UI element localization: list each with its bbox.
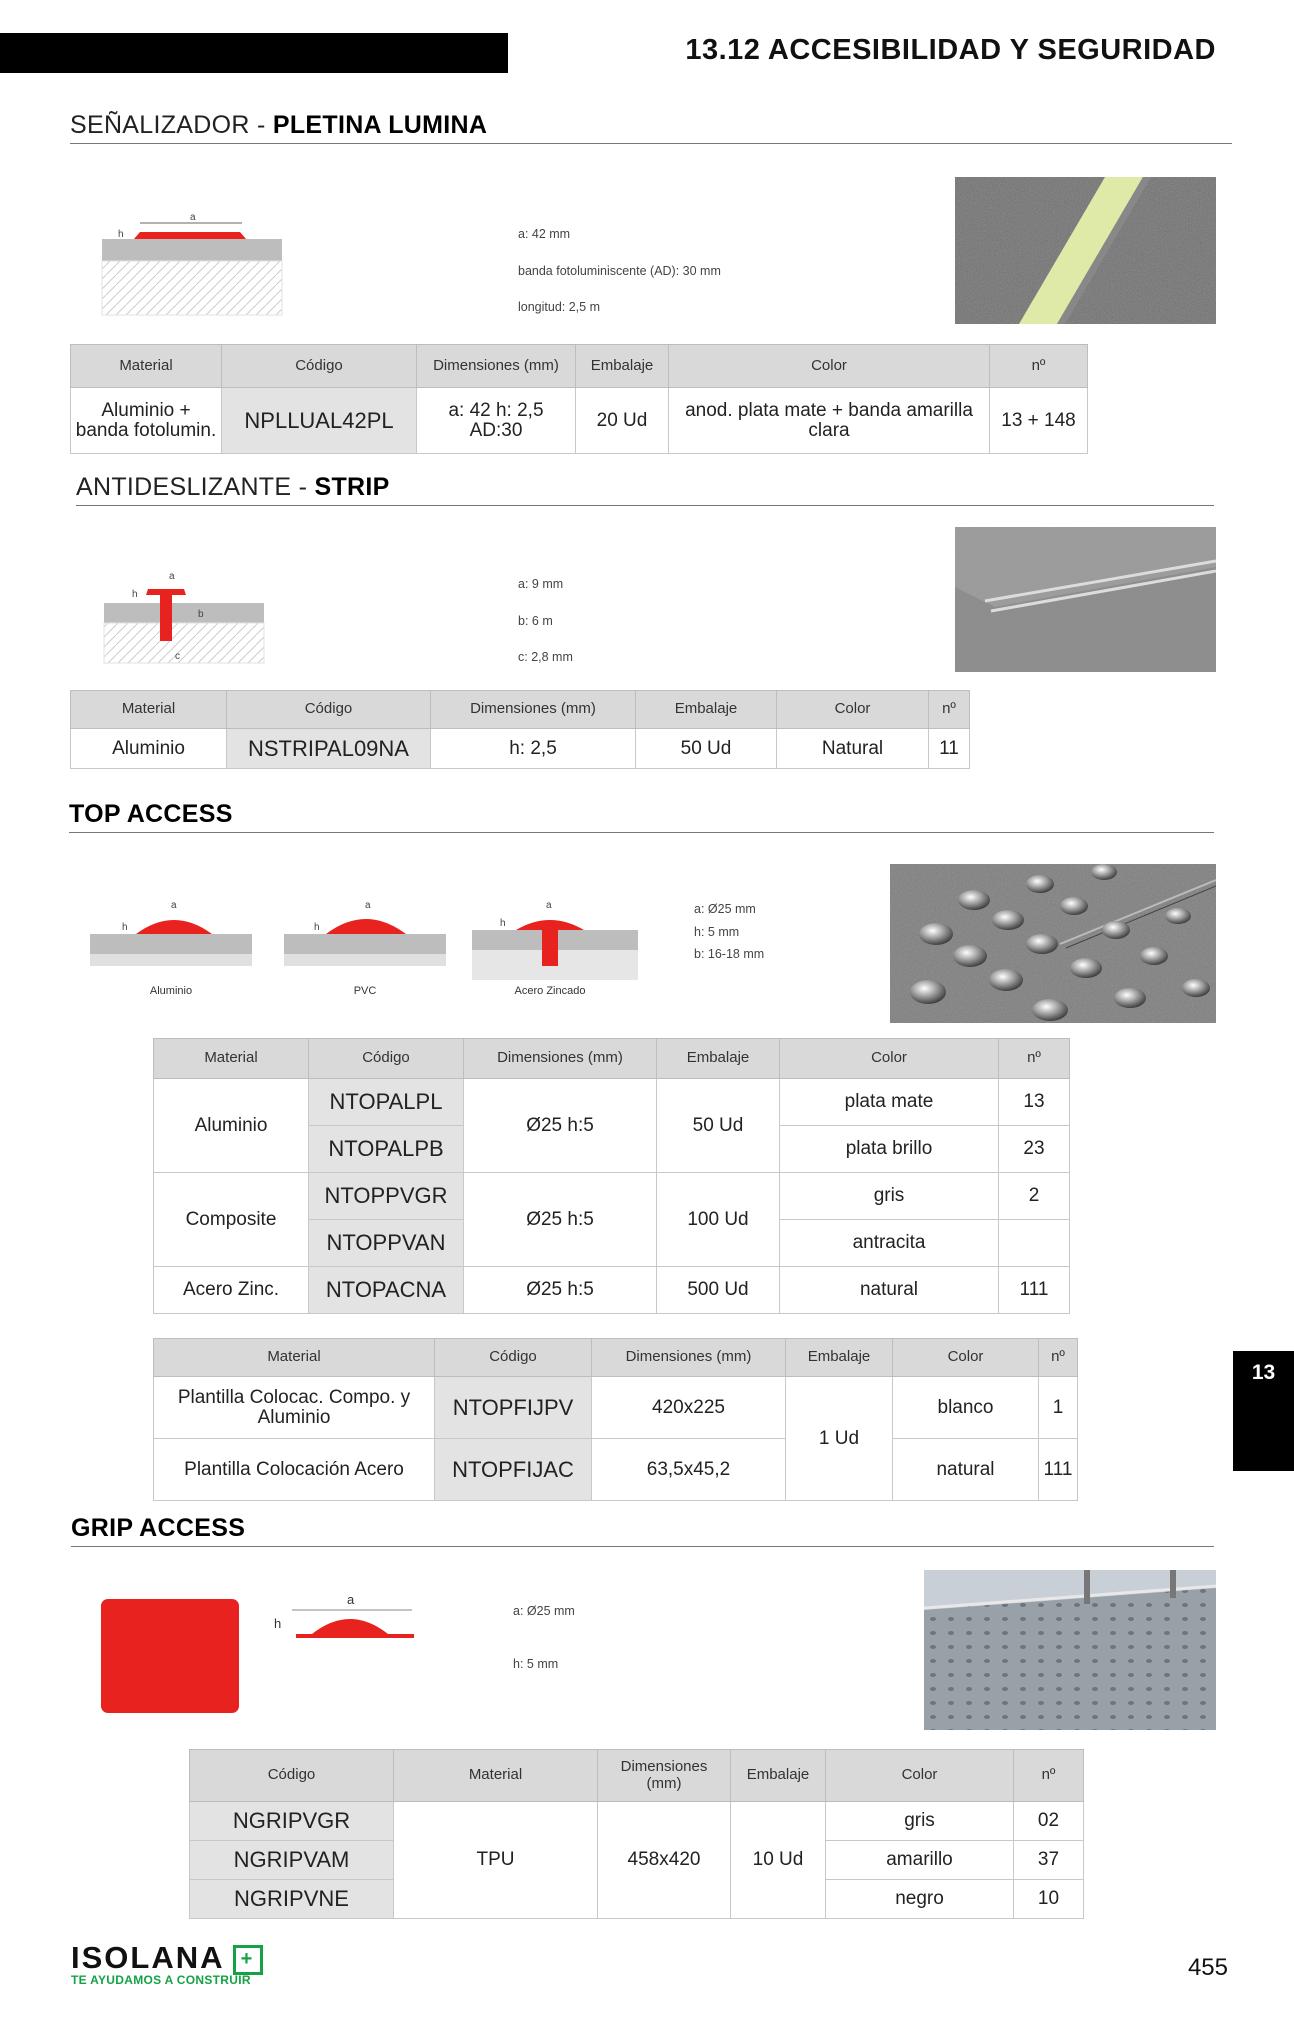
top-access-aluminio-diagram bbox=[88, 896, 254, 996]
grip-access-photo bbox=[924, 1570, 1216, 1730]
section-title-pletina: SEÑALIZADOR - PLETINA LUMINA bbox=[70, 111, 488, 139]
strip-photo bbox=[955, 527, 1216, 672]
table-row: Acero Zinc. NTOPACNA Ø25 h:5 500 Ud natural 111 bbox=[154, 1267, 1070, 1314]
grip-access-specs: a: Ø25 mm h: 5 mm bbox=[513, 1604, 575, 1671]
section-divider bbox=[70, 143, 1232, 144]
top-access-acero-diagram bbox=[470, 896, 640, 996]
section-title-top-access: TOP ACCESS bbox=[69, 800, 233, 828]
top-access-photo bbox=[890, 864, 1216, 1023]
svg-text:a: a bbox=[365, 900, 371, 911]
svg-text:c: c bbox=[175, 651, 180, 662]
table-row: NTOPPVAN antracita bbox=[154, 1220, 1070, 1267]
svg-text:h: h bbox=[132, 589, 138, 600]
table-row: Plantilla Colocac. Compo. y Aluminio NTOPFIJPV 420x225 1 Ud blanco 1 bbox=[154, 1377, 1078, 1439]
isolana-logo: ISOLANA + bbox=[71, 1940, 263, 1976]
svg-text:a: a bbox=[169, 571, 175, 582]
table-row: Aluminio NSTRIPAL09NA h: 2,5 50 Ud Natural 11 bbox=[71, 729, 970, 769]
page-number: 455 bbox=[1187, 1954, 1228, 1981]
svg-text:h: h bbox=[122, 922, 128, 933]
grip-access-profile-diagram bbox=[270, 1590, 420, 1650]
header-black-bar bbox=[0, 33, 508, 73]
caption-aluminio: Aluminio bbox=[149, 985, 193, 996]
svg-text:b: b bbox=[198, 609, 204, 620]
top-access-pvc-diagram bbox=[282, 896, 448, 996]
logo-plus-icon: + bbox=[233, 1945, 263, 1975]
table-row: Aluminio + banda fotolumin. NPLLUAL42PL a: 42 h: 2,5 AD:30 20 Ud anod. plata mate + banda amarilla clara 13 + 148 bbox=[71, 388, 1088, 454]
strip-profile-diagram bbox=[96, 565, 271, 665]
table-row: Plantilla Colocación Acero NTOPFIJAC 63,5x45,2 natural 111 bbox=[154, 1439, 1078, 1501]
svg-text:h: h bbox=[314, 922, 320, 933]
section-title-grip-access: GRIP ACCESS bbox=[71, 1514, 246, 1542]
caption-pvc: PVC bbox=[353, 985, 377, 996]
pletina-photo bbox=[955, 177, 1216, 324]
section-divider bbox=[71, 1546, 1214, 1547]
grip-access-red-mat bbox=[101, 1599, 239, 1713]
top-access-table: Material Código Dimensiones (mm) Embalaje Color nº Aluminio NTOPALPL Ø25 h:5 50 Ud plata mate 13 NTOPALPB plata brillo 23 Composite NTOPPVGR Ø25 h:5 100 Ud gris 2 NTOPPVAN antracita Acero Zinc. NTOPACNA Ø25 h:5 500 Ud natural 111 bbox=[153, 1038, 1070, 1314]
strip-specs: a: 9 mm b: 6 m c: 2,8 mm bbox=[518, 577, 573, 664]
chapter-side-tab: 13 bbox=[1233, 1351, 1294, 1471]
top-access-specs: a: Ø25 mm h: 5 mm b: 16-18 mm bbox=[694, 902, 765, 961]
pletina-table: Material Código Dimensiones (mm) Embalaje Color nº Aluminio + banda fotolumin. NPLLUAL42PL a: 42 h: 2,5 AD:30 20 Ud anod. plata mate + banda amarilla clara 13 + 148 bbox=[70, 344, 1088, 454]
svg-text:a: a bbox=[347, 1592, 355, 1607]
table-row: Aluminio NTOPALPL Ø25 h:5 50 Ud plata mate 13 bbox=[154, 1079, 1070, 1126]
svg-text:a: a bbox=[546, 900, 552, 911]
section-divider bbox=[69, 832, 1214, 833]
svg-text:h: h bbox=[274, 1616, 282, 1631]
strip-table: Material Código Dimensiones (mm) Embalaje Color nº Aluminio NSTRIPAL09NA h: 2,5 50 Ud Natural 11 bbox=[70, 690, 970, 769]
table-row: NGRIPVAM amarillo 37 bbox=[190, 1841, 1084, 1880]
pletina-profile-diagram bbox=[96, 205, 286, 317]
chapter-title: 13.12 ACCESIBILIDAD Y SEGURIDAD bbox=[685, 34, 1216, 66]
caption-acero: Acero Zincado bbox=[514, 985, 586, 996]
dim-label-h: h bbox=[118, 229, 124, 240]
top-access-templates-table: Material Código Dimensiones (mm) Embalaje Color nº Plantilla Colocac. Compo. y Aluminio NTOPFIJPV 420x225 1 Ud blanco 1 Plantilla Colocación Acero NTOPFIJAC 63,5x45,2 natural 111 bbox=[153, 1338, 1078, 1501]
table-row: NGRIPVNE negro 10 bbox=[190, 1880, 1084, 1919]
section-divider bbox=[76, 505, 1214, 506]
grip-access-table: Código Material Dimensiones (mm) Embalaje Color nº NGRIPVGR TPU 458x420 10 Ud gris 02 NGRIPVAM amarillo 37 NGRIPVNE negro 10 bbox=[189, 1749, 1084, 1919]
table-row: NGRIPVGR TPU 458x420 10 Ud gris 02 bbox=[190, 1802, 1084, 1841]
table-row: Composite NTOPPVGR Ø25 h:5 100 Ud gris 2 bbox=[154, 1173, 1070, 1220]
section-title-strip: ANTIDESLIZANTE - STRIP bbox=[76, 473, 390, 501]
pletina-specs: a: 42 mm banda fotoluminiscente (AD): 30 mm longitud: 2,5 m bbox=[518, 227, 721, 314]
logo-slogan: TE AYUDAMOS A CONSTRUIR bbox=[71, 1973, 251, 1987]
svg-text:h: h bbox=[500, 918, 506, 929]
dim-label-a: a bbox=[190, 212, 196, 223]
svg-text:a: a bbox=[171, 900, 177, 911]
table-row: NTOPALPB plata brillo 23 bbox=[154, 1126, 1070, 1173]
